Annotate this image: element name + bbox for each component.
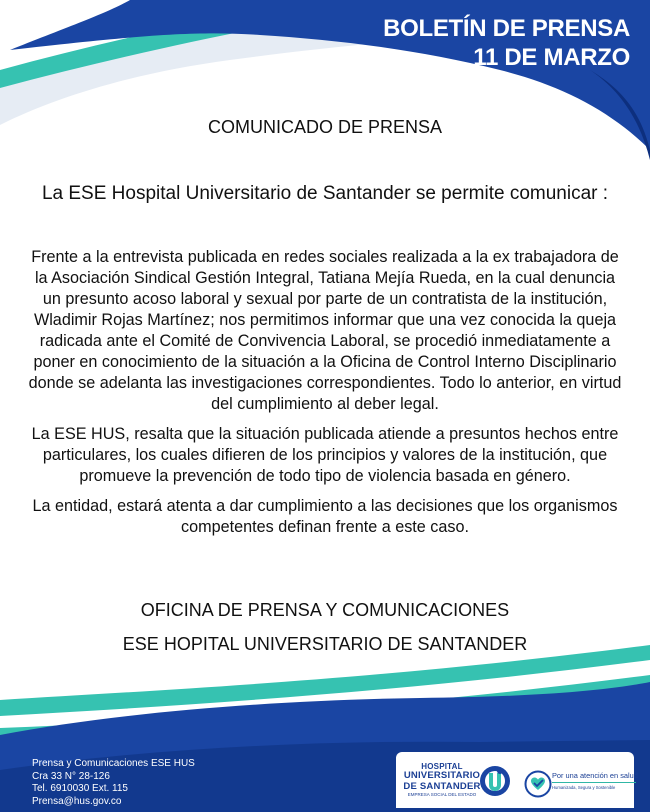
press-release-intro: La ESE Hospital Universitario de Santander se permite comunicar :: [41, 183, 609, 204]
logo-line-2: UNIVERSITARIO: [403, 770, 481, 781]
contact-address: Cra 33 N° 28-126: [32, 770, 110, 782]
hospital-logo-icon: [478, 764, 512, 798]
slogan-heart-icon: [524, 770, 552, 798]
paragraph-2: La ESE HUS, resalta que la situación publicada atiende a presuntos hechos entre particulares, los cuales difieren de los principios y valores de la institución, que promueve la prevención de todo tipo de violencia basada en género.: [31, 425, 619, 485]
logo-line-4: EMPRESA SOCIAL DEL ESTADO: [407, 792, 477, 797]
press-release-title: COMUNICADO DE PRENSA: [207, 117, 443, 137]
contact-email[interactable]: Prensa@hus.gov.co: [32, 795, 122, 807]
signature-hospital: ESE HOPITAL UNIVERSITARIO DE SANTANDER: [122, 634, 528, 654]
paragraph-1: Frente a la entrevista publicada en redes sociales realizada a la ex trabajadora de la Asociación Sindical Gestión Integral, Tatiana Mejía Rueda, en la cual denuncia un presunto acoso laboral y sexual por parte de un contratista de la institución, Wladimir Rojas Martínez; nos permitimos informar que una vez conocida la queja radicada ante el Comité de Convivencia Laboral, se procedió inmediatamente a poner en conocimiento de la situación a la Oficina de Control Interno Disciplinario donde se adelanta las investigaciones correspondientes. Todo lo anterior, en virtud del cumplimiento al deber legal.: [28, 248, 622, 413]
paragraph-3: La entidad, estará atenta a dar cumplimiento a las decisiones que los organismos competentes definan frente a este caso.: [32, 497, 618, 536]
slogan-text: Por una atención en salud: [552, 771, 638, 780]
footer-contact: [32, 758, 195, 808]
signature-office: OFICINA DE PRENSA Y COMUNICACIONES: [140, 600, 510, 620]
hospital-logo-text: [401, 762, 483, 798]
contact-phone: Tel. 6910030 Ext. 115: [32, 783, 128, 794]
footer-logo-panel: [396, 752, 638, 808]
bulletin-header: [383, 14, 630, 72]
logo-line-1: HOSPITAL: [421, 762, 463, 771]
slogan-subtext: Humanizada, Segura y Sostenible: [552, 782, 636, 790]
contact-office: Prensa y Comunicaciones ESE HUS: [32, 758, 195, 769]
bulletin-title: BOLETÍN DE PRENSA: [383, 15, 630, 42]
bulletin-date: 11 DE MARZO: [473, 44, 630, 71]
logo-line-3: DE SANTANDER: [403, 780, 481, 792]
press-release-text: [28, 247, 622, 547]
